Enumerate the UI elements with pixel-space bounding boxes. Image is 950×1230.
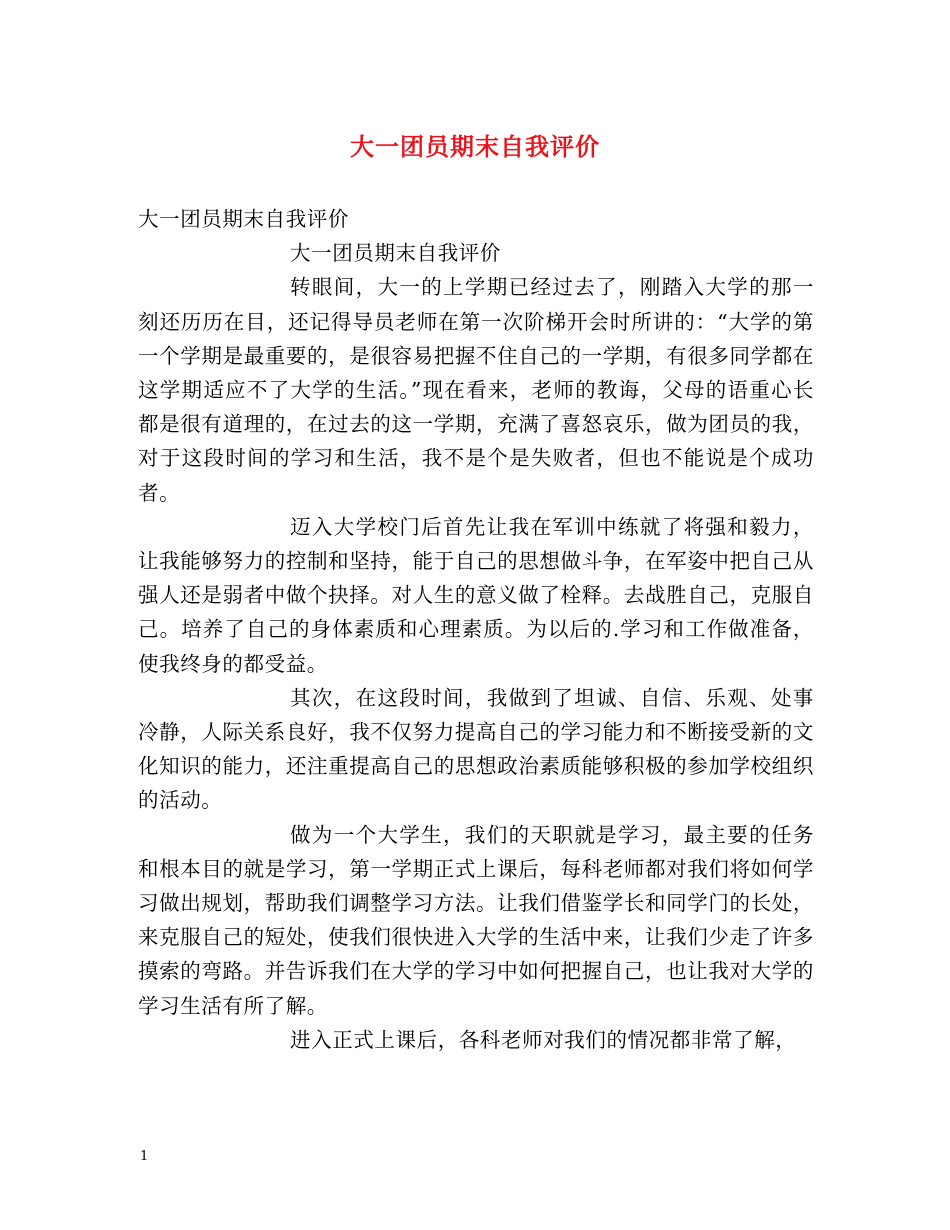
heading-indented: 大一团员期末自我评价	[290, 241, 501, 266]
paragraph: 迈入大学校门后首先让我在军训中练就了将强和毅力，让我能够努力的控制和坚持，能于自己的思想做斗争，在军姿中把自己从强人还是弱者中做个抉择。对人生的意义做了栓释。去战胜自己，克服自己。培养了自己的身体素质和心理素质。为以后的.学习和工作做准备，使我终身的都受益。	[138, 514, 814, 676]
paragraph: 转眼间，大一的上学期已经过去了，刚踏入大学的那一刻还历历在目，还记得导员老师在第一次阶梯开会时所讲的：“大学的第一个学期是最重要的，是很容易把握不住自己的一学期，有很多同学都在这学期适应不了大学的生活。”现在看来，老师的教诲，父母的语重心长都是很有道理的，在过去的这一学期，充满了喜怒哀乐，做为团员的我，对于这段时间的学习和生活，我不是个是失败者，但也不能说是个成功者。	[138, 275, 814, 505]
paragraph: 进入正式上课后，各科老师对我们的情况都非常了解，	[290, 1027, 797, 1052]
paragraph: 做为一个大学生，我们的天职就是学习，最主要的任务和根本目的就是学习，第一学期正式上课后，每科老师都对我们将如何学习做出规划，帮助我们调整学习方法。让我们借鉴学长和同学门的长处，来克服自己的短处，使我们很快进入大学的生活中来，让我们少走了许多摸索的弯路。并告诉我们在大学的学习中如何把握自己，也让我对大学的学习生活有所了解。	[138, 822, 814, 1018]
page-number: 1	[140, 1149, 149, 1164]
paragraph: 其次，在这段时间，我做到了坦诚、自信、乐观、处事冷静，人际关系良好，我不仅努力提高自己的学习能力和不断接受新的文化知识的能力，还注重提高自己的思想政治素质能够积极的参加学校组织的活动。	[138, 685, 814, 813]
document-body	[138, 202, 814, 1057]
document-title: 大一团员期末自我评价	[350, 132, 600, 161]
heading-plain: 大一团员期末自我评价	[138, 207, 349, 231]
